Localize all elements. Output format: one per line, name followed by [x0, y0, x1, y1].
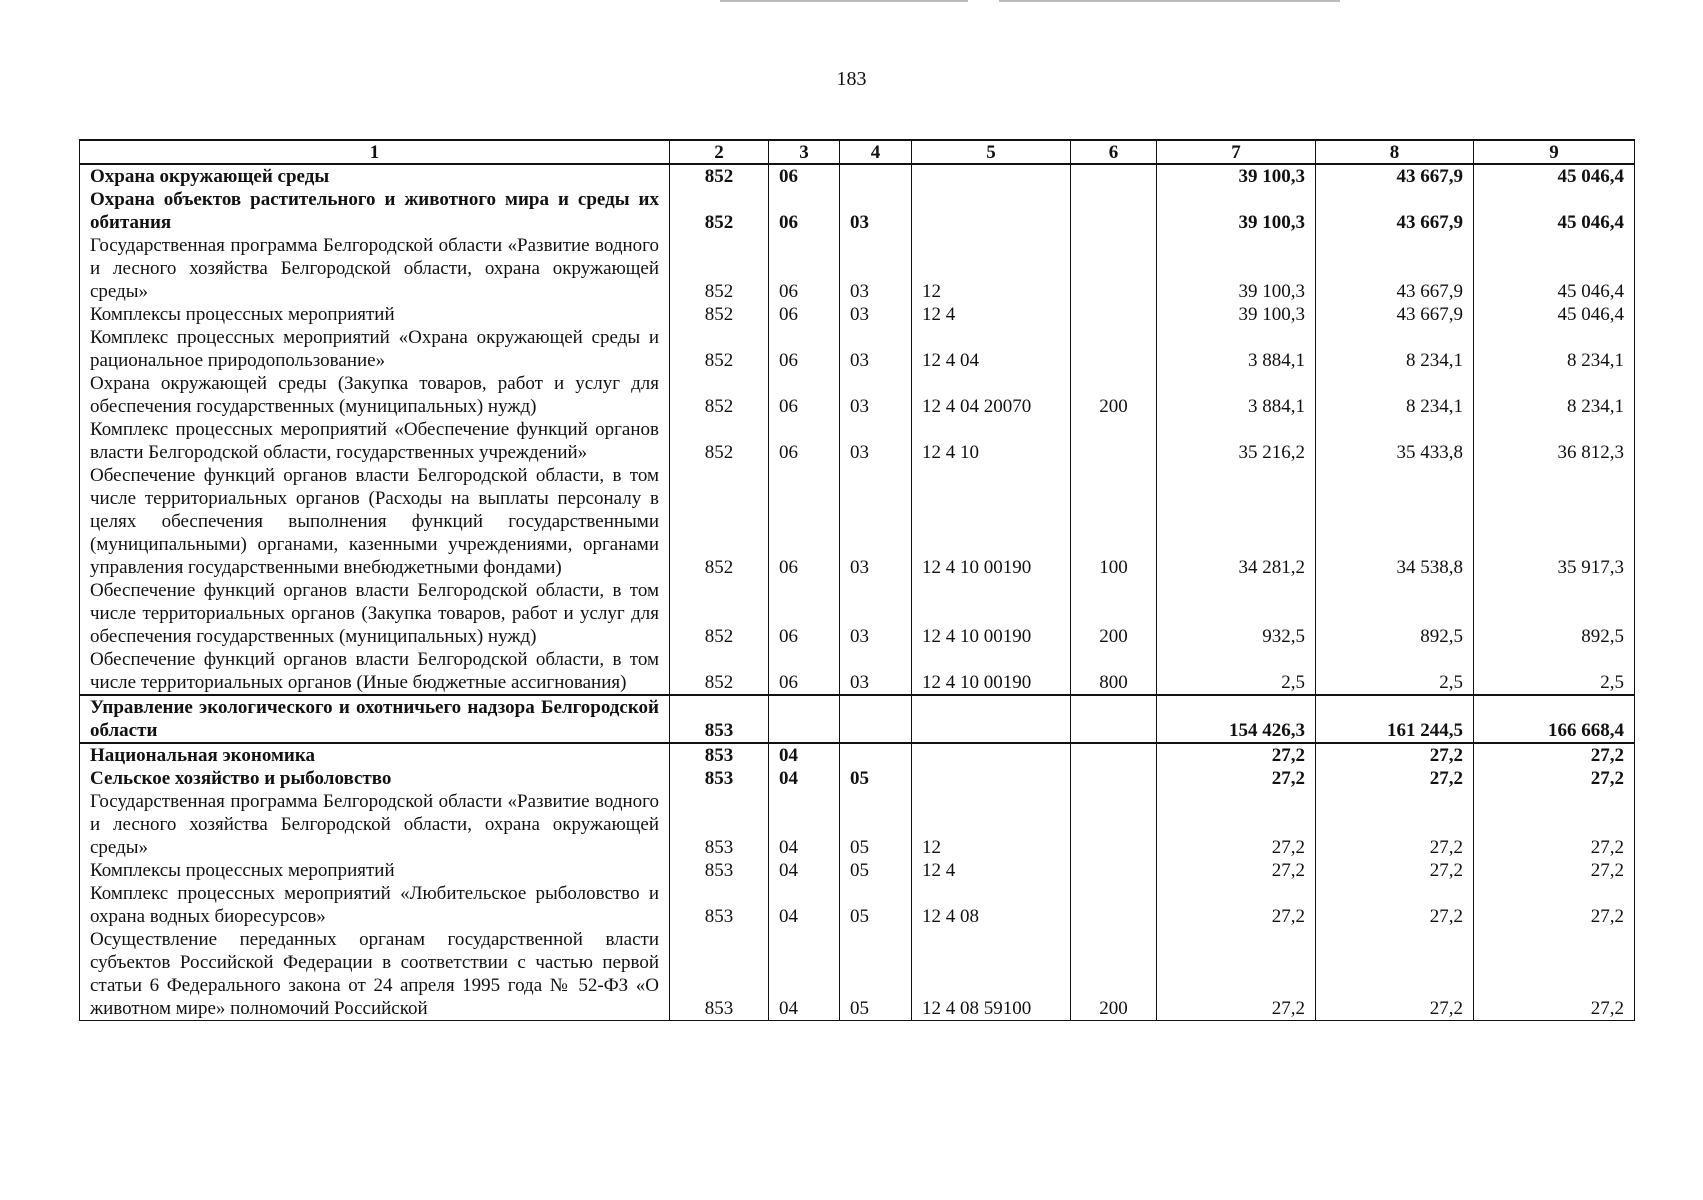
- row-name: Комплексы процессных мероприятий: [80, 859, 670, 882]
- table-row: [80, 928, 1635, 1021]
- cell-subsection-code: 05: [840, 859, 912, 882]
- cell-expense-type: [1071, 790, 1157, 859]
- column-header-4: 4: [840, 140, 912, 164]
- cell-ministry-code: 853: [670, 767, 769, 790]
- column-header-8: 8: [1316, 140, 1474, 164]
- cell-amount-col9: 45 046,4: [1474, 303, 1635, 326]
- cell-ministry-code: 853: [670, 695, 769, 743]
- row-name: Охрана объектов растительного и животного мира и среды их обитания: [80, 188, 670, 234]
- cell-ministry-code: 853: [670, 859, 769, 882]
- cell-target-article: [912, 164, 1071, 188]
- cell-section-code: 04: [769, 767, 840, 790]
- cell-target-article: [912, 743, 1071, 767]
- cell-ministry-code: 852: [670, 164, 769, 188]
- table-row: [80, 695, 1635, 743]
- cell-expense-type: [1071, 859, 1157, 882]
- table-row: [80, 464, 1635, 579]
- cell-amount-col9: 35 917,3: [1474, 464, 1635, 579]
- row-name: Государственная программа Белгородской области «Развитие водного и лесного хозяйства Белгородской области, охрана окружающей среды»: [80, 790, 670, 859]
- row-name: Обеспечение функций органов власти Белгородской области, в том числе территориальных органов (Расходы на выплаты персоналу в целях обеспечения выполнения функций государственными (муниципальными) органами, казенными учреждениями, органами управления государственными внебюджетными фондами): [80, 464, 670, 579]
- cell-subsection-code: 05: [840, 790, 912, 859]
- table-row: [80, 418, 1635, 464]
- table-row: [80, 790, 1635, 859]
- row-name: Комплексы процессных мероприятий: [80, 303, 670, 326]
- budget-table: [79, 139, 1635, 1021]
- table-row: [80, 164, 1635, 188]
- cell-target-article: 12 4 04: [912, 326, 1071, 372]
- table-row: [80, 743, 1635, 767]
- cell-amount-col7: 27,2: [1157, 882, 1316, 928]
- column-header-6: 6: [1071, 140, 1157, 164]
- cell-amount-col9: 2,5: [1474, 648, 1635, 695]
- cell-amount-col7: 932,5: [1157, 579, 1316, 648]
- cell-ministry-code: 853: [670, 882, 769, 928]
- cell-subsection-code: 03: [840, 464, 912, 579]
- row-name: Обеспечение функций органов власти Белгородской области, в том числе территориальных органов (Иные бюджетные ассигнования): [80, 648, 670, 695]
- cell-subsection-code: 05: [840, 928, 912, 1021]
- row-name: Управление экологического и охотничьего надзора Белгородской области: [80, 695, 670, 743]
- cell-target-article: 12: [912, 790, 1071, 859]
- cell-amount-col9: 27,2: [1474, 859, 1635, 882]
- cell-subsection-code: 05: [840, 767, 912, 790]
- cell-amount-col7: 39 100,3: [1157, 188, 1316, 234]
- table-row: [80, 767, 1635, 790]
- cell-expense-type: [1071, 188, 1157, 234]
- cell-target-article: 12 4 10 00190: [912, 579, 1071, 648]
- cell-amount-col7: 2,5: [1157, 648, 1316, 695]
- cell-ministry-code: 852: [670, 464, 769, 579]
- cell-subsection-code: [840, 695, 912, 743]
- cell-amount-col9: 45 046,4: [1474, 234, 1635, 303]
- cell-section-code: 06: [769, 579, 840, 648]
- row-name: Обеспечение функций органов власти Белгородской области, в том числе территориальных органов (Закупка товаров, работ и услуг для обеспечения государственных (муниципальных) нужд): [80, 579, 670, 648]
- table-row: [80, 372, 1635, 418]
- scan-edge-artifact: [720, 0, 1340, 2]
- cell-expense-type: [1071, 326, 1157, 372]
- cell-amount-col9: 27,2: [1474, 743, 1635, 767]
- cell-amount-col8: 35 433,8: [1316, 418, 1474, 464]
- cell-subsection-code: 03: [840, 188, 912, 234]
- cell-amount-col8: 27,2: [1316, 743, 1474, 767]
- table-row: [80, 882, 1635, 928]
- cell-target-article: 12 4: [912, 859, 1071, 882]
- cell-amount-col8: 43 667,9: [1316, 303, 1474, 326]
- cell-ministry-code: 852: [670, 326, 769, 372]
- cell-expense-type: 800: [1071, 648, 1157, 695]
- cell-amount-col8: 34 538,8: [1316, 464, 1474, 579]
- cell-section-code: 04: [769, 928, 840, 1021]
- cell-target-article: [912, 767, 1071, 790]
- cell-section-code: 06: [769, 372, 840, 418]
- cell-expense-type: [1071, 164, 1157, 188]
- row-name: Комплекс процессных мероприятий «Любительское рыболовство и охрана водных биоресурсов»: [80, 882, 670, 928]
- cell-amount-col7: 27,2: [1157, 859, 1316, 882]
- row-name: Охрана окружающей среды: [80, 164, 670, 188]
- cell-target-article: 12 4 08: [912, 882, 1071, 928]
- cell-amount-col8: 27,2: [1316, 882, 1474, 928]
- column-header-5: 5: [912, 140, 1071, 164]
- cell-amount-col8: 43 667,9: [1316, 164, 1474, 188]
- cell-section-code: 06: [769, 188, 840, 234]
- cell-subsection-code: [840, 164, 912, 188]
- column-header-9: 9: [1474, 140, 1635, 164]
- cell-amount-col7: 3 884,1: [1157, 326, 1316, 372]
- row-name: Комплекс процессных мероприятий «Обеспечение функций органов власти Белгородской области, государственных учреждений»: [80, 418, 670, 464]
- row-name: Сельское хозяйство и рыболовство: [80, 767, 670, 790]
- row-name: Охрана окружающей среды (Закупка товаров, работ и услуг для обеспечения государственных (муниципальных) нужд): [80, 372, 670, 418]
- cell-amount-col9: 36 812,3: [1474, 418, 1635, 464]
- cell-subsection-code: 03: [840, 418, 912, 464]
- cell-amount-col8: 8 234,1: [1316, 326, 1474, 372]
- cell-ministry-code: 852: [670, 579, 769, 648]
- cell-amount-col8: 892,5: [1316, 579, 1474, 648]
- cell-section-code: 04: [769, 743, 840, 767]
- table-row: [80, 326, 1635, 372]
- cell-target-article: [912, 695, 1071, 743]
- cell-amount-col9: 45 046,4: [1474, 164, 1635, 188]
- cell-expense-type: [1071, 695, 1157, 743]
- cell-subsection-code: 03: [840, 326, 912, 372]
- cell-subsection-code: 03: [840, 579, 912, 648]
- cell-target-article: 12 4 10 00190: [912, 464, 1071, 579]
- cell-expense-type: [1071, 882, 1157, 928]
- cell-section-code: 06: [769, 418, 840, 464]
- cell-ministry-code: 853: [670, 743, 769, 767]
- cell-section-code: 04: [769, 882, 840, 928]
- cell-amount-col7: 3 884,1: [1157, 372, 1316, 418]
- cell-amount-col7: 27,2: [1157, 743, 1316, 767]
- cell-amount-col8: 27,2: [1316, 928, 1474, 1021]
- table-row: [80, 648, 1635, 695]
- cell-amount-col7: 34 281,2: [1157, 464, 1316, 579]
- cell-target-article: 12: [912, 234, 1071, 303]
- cell-amount-col7: 39 100,3: [1157, 303, 1316, 326]
- table-row: [80, 859, 1635, 882]
- cell-ministry-code: 852: [670, 418, 769, 464]
- cell-amount-col9: 27,2: [1474, 928, 1635, 1021]
- cell-section-code: 04: [769, 859, 840, 882]
- table-header-row: [80, 140, 1635, 164]
- cell-ministry-code: 852: [670, 234, 769, 303]
- cell-amount-col7: 27,2: [1157, 790, 1316, 859]
- page-number: 183: [836, 68, 867, 90]
- cell-section-code: 06: [769, 326, 840, 372]
- cell-amount-col8: 8 234,1: [1316, 372, 1474, 418]
- cell-ministry-code: 852: [670, 188, 769, 234]
- cell-section-code: 06: [769, 164, 840, 188]
- cell-amount-col9: 892,5: [1474, 579, 1635, 648]
- cell-subsection-code: 03: [840, 648, 912, 695]
- row-name: Национальная экономика: [80, 743, 670, 767]
- cell-amount-col7: 154 426,3: [1157, 695, 1316, 743]
- cell-amount-col7: 27,2: [1157, 767, 1316, 790]
- cell-expense-type: 200: [1071, 372, 1157, 418]
- cell-expense-type: [1071, 418, 1157, 464]
- column-header-2: 2: [670, 140, 769, 164]
- cell-ministry-code: 853: [670, 790, 769, 859]
- cell-ministry-code: 852: [670, 372, 769, 418]
- cell-ministry-code: 853: [670, 928, 769, 1021]
- cell-expense-type: [1071, 234, 1157, 303]
- cell-amount-col8: 43 667,9: [1316, 234, 1474, 303]
- column-header-7: 7: [1157, 140, 1316, 164]
- cell-section-code: 04: [769, 790, 840, 859]
- table-row: [80, 579, 1635, 648]
- cell-amount-col8: 27,2: [1316, 790, 1474, 859]
- cell-section-code: 06: [769, 648, 840, 695]
- cell-target-article: 12 4 10: [912, 418, 1071, 464]
- cell-subsection-code: [840, 743, 912, 767]
- table-body: [80, 164, 1635, 1021]
- cell-target-article: 12 4 04 20070: [912, 372, 1071, 418]
- column-header-1: 1: [80, 140, 670, 164]
- cell-amount-col9: 45 046,4: [1474, 188, 1635, 234]
- cell-amount-col7: 39 100,3: [1157, 164, 1316, 188]
- cell-section-code: 06: [769, 234, 840, 303]
- cell-expense-type: 100: [1071, 464, 1157, 579]
- cell-target-article: 12 4 10 00190: [912, 648, 1071, 695]
- cell-amount-col8: 161 244,5: [1316, 695, 1474, 743]
- cell-expense-type: 200: [1071, 928, 1157, 1021]
- cell-amount-col7: 27,2: [1157, 928, 1316, 1021]
- table-row: [80, 303, 1635, 326]
- cell-amount-col8: 27,2: [1316, 767, 1474, 790]
- cell-target-article: 12 4 08 59100: [912, 928, 1071, 1021]
- cell-section-code: [769, 695, 840, 743]
- cell-expense-type: [1071, 303, 1157, 326]
- row-name: Государственная программа Белгородской области «Развитие водного и лесного хозяйства Белгородской области, охрана окружающей среды»: [80, 234, 670, 303]
- cell-amount-col9: 27,2: [1474, 767, 1635, 790]
- cell-subsection-code: 03: [840, 303, 912, 326]
- cell-amount-col7: 35 216,2: [1157, 418, 1316, 464]
- cell-target-article: 12 4: [912, 303, 1071, 326]
- cell-amount-col9: 27,2: [1474, 790, 1635, 859]
- row-name: Комплекс процессных мероприятий «Охрана окружающей среды и рациональное природопользование»: [80, 326, 670, 372]
- table-row: [80, 234, 1635, 303]
- column-header-3: 3: [769, 140, 840, 164]
- cell-amount-col7: 39 100,3: [1157, 234, 1316, 303]
- cell-expense-type: [1071, 767, 1157, 790]
- cell-amount-col8: 43 667,9: [1316, 188, 1474, 234]
- cell-subsection-code: 03: [840, 234, 912, 303]
- cell-section-code: 06: [769, 464, 840, 579]
- cell-amount-col9: 27,2: [1474, 882, 1635, 928]
- cell-subsection-code: 05: [840, 882, 912, 928]
- row-name: Осуществление переданных органам государственной власти субъектов Российской Федерации в соответствии с частью первой статьи 6 Федерального закона от 24 апреля 1995 года № 52-ФЗ «О животном мире» полномочий Российской: [80, 928, 670, 1021]
- cell-amount-col9: 8 234,1: [1474, 326, 1635, 372]
- cell-amount-col9: 8 234,1: [1474, 372, 1635, 418]
- cell-subsection-code: 03: [840, 372, 912, 418]
- table-row: [80, 188, 1635, 234]
- cell-section-code: 06: [769, 303, 840, 326]
- cell-ministry-code: 852: [670, 303, 769, 326]
- cell-ministry-code: 852: [670, 648, 769, 695]
- cell-amount-col8: 27,2: [1316, 859, 1474, 882]
- cell-amount-col8: 2,5: [1316, 648, 1474, 695]
- cell-target-article: [912, 188, 1071, 234]
- cell-expense-type: 200: [1071, 579, 1157, 648]
- cell-expense-type: [1071, 743, 1157, 767]
- cell-amount-col9: 166 668,4: [1474, 695, 1635, 743]
